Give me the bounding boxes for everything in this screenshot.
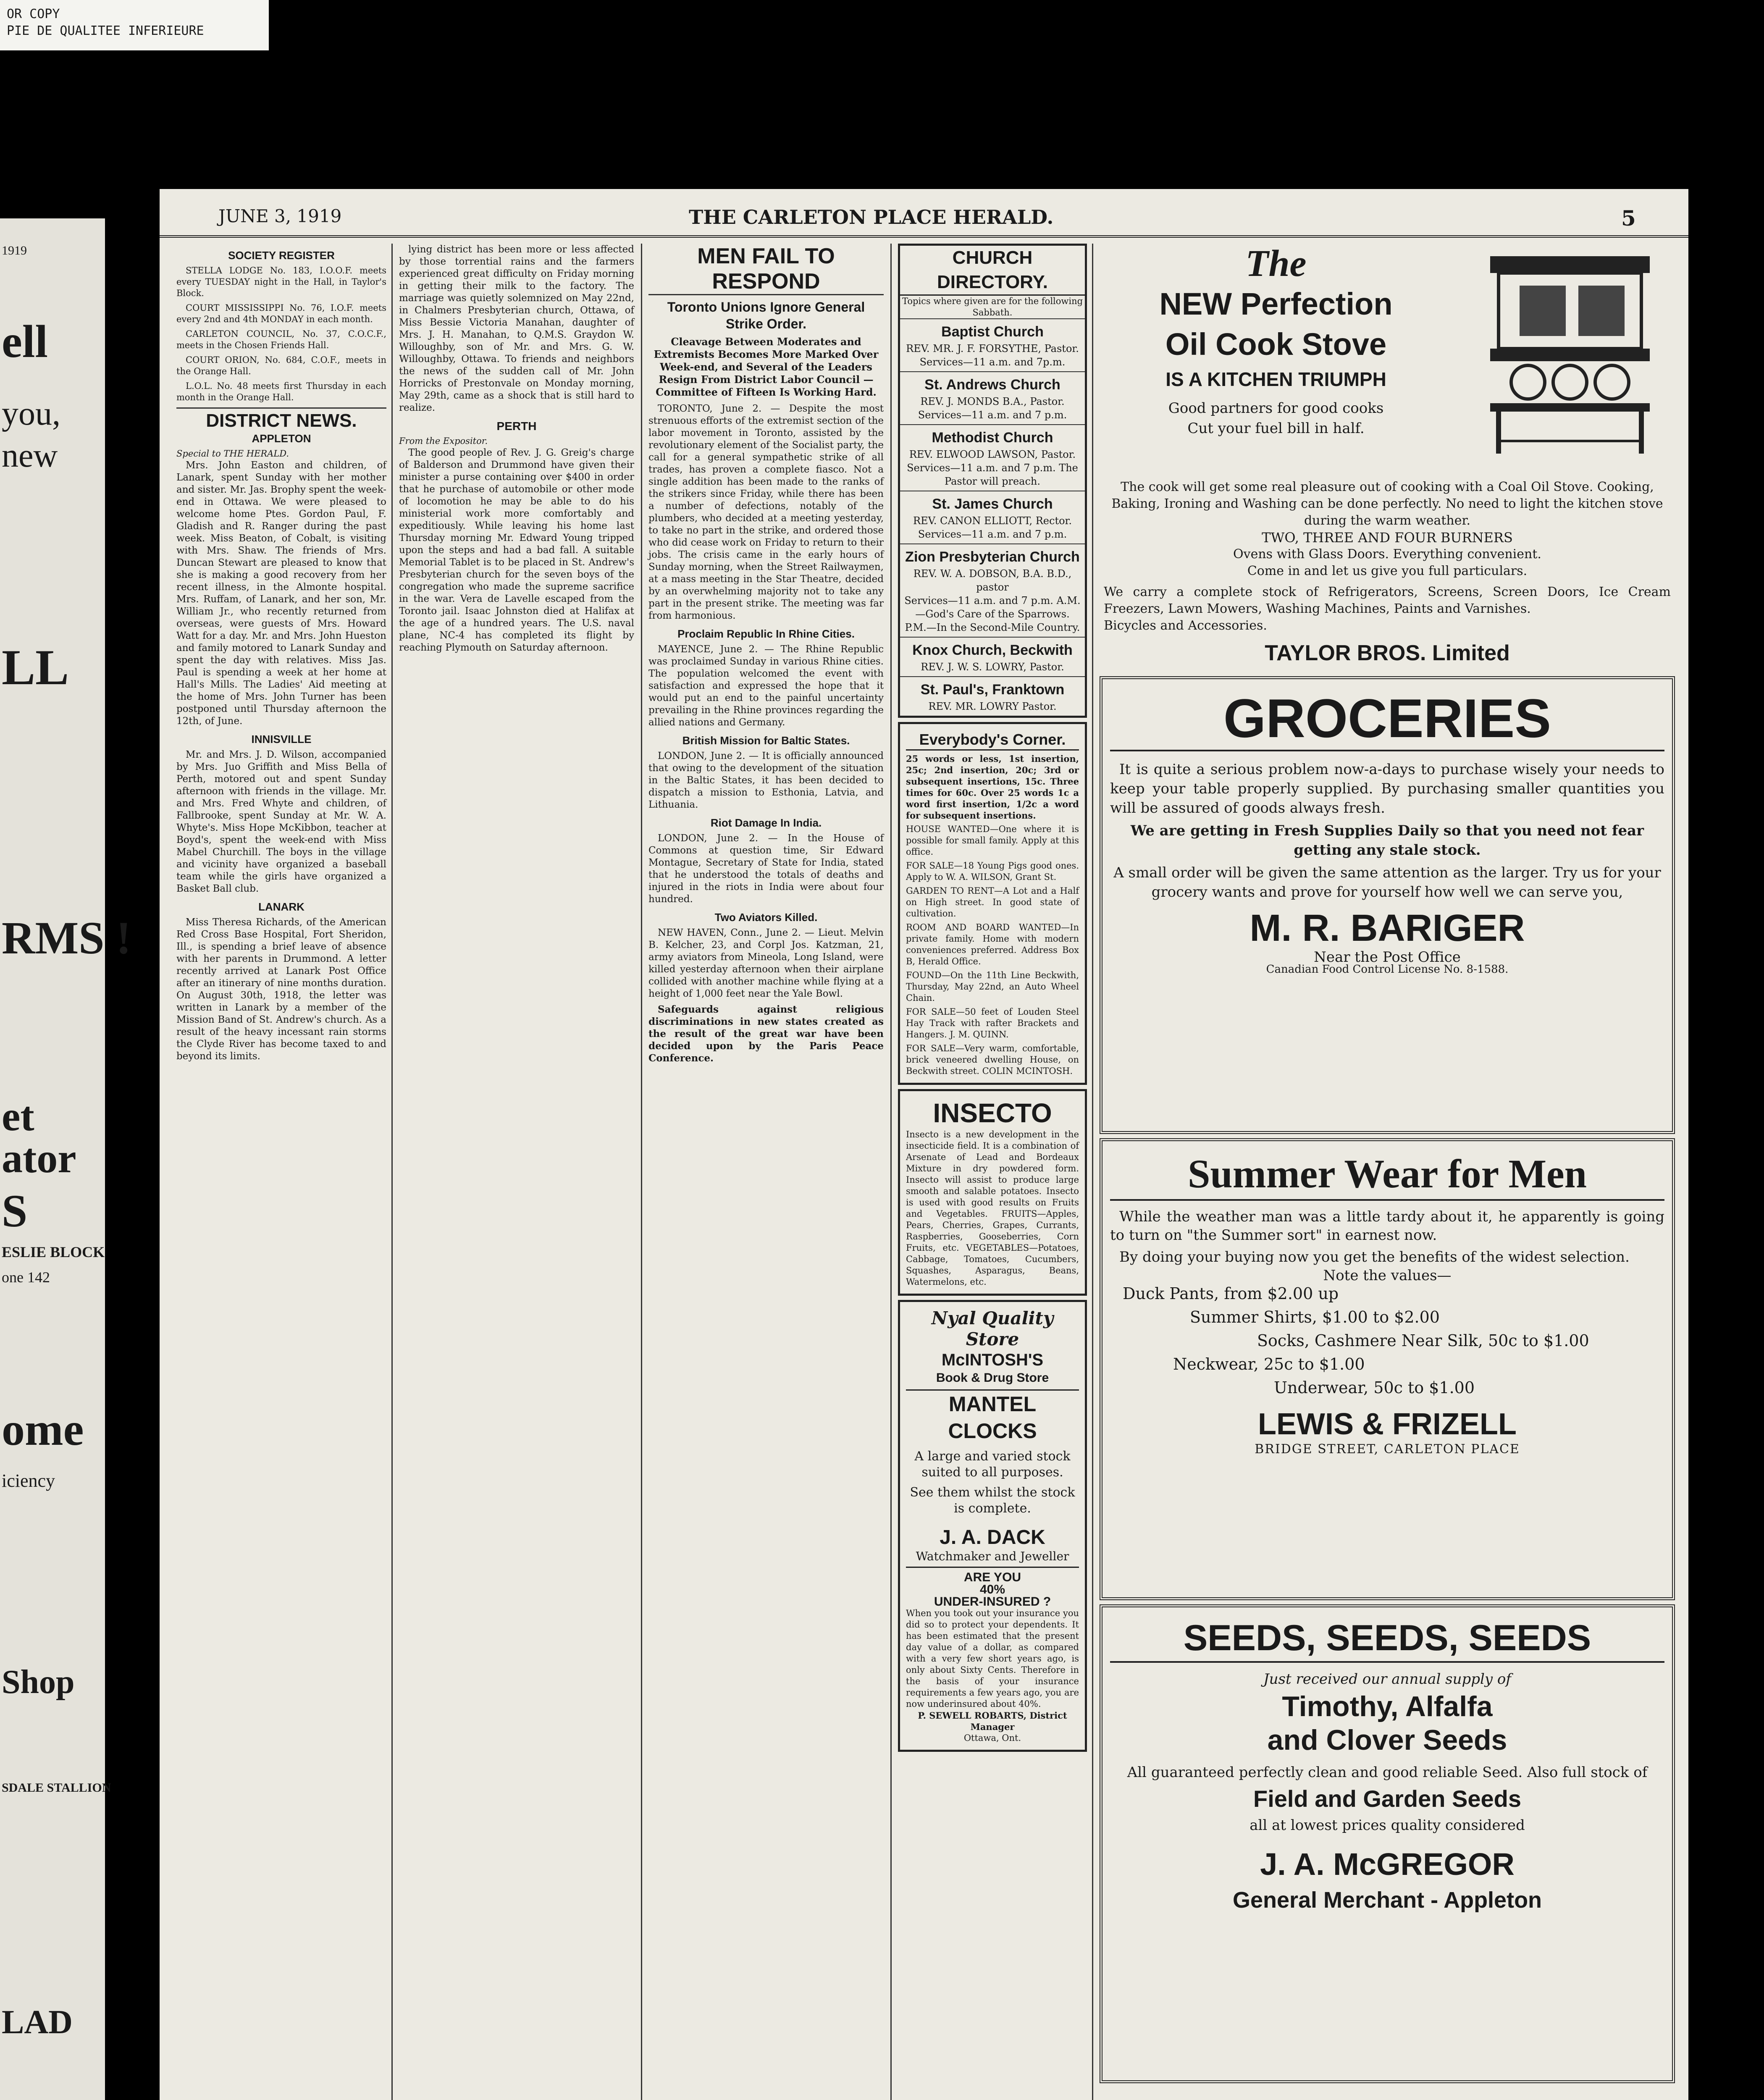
classifieds-title: Everybody's Corner. (906, 730, 1079, 751)
classified-ad: FOR SALE—18 Young Pigs good ones. Apply to W. A. WILSON, Grant St. (906, 861, 1079, 882)
church-services: Services—11 a.m. and 7p.m. (919, 356, 1066, 368)
baltic-story: LONDON, June 2. — It is officially announced that owing to the development of the situation in the Baltic States, it has been decided to dispatch a mission to Esthonia, Latvia, and Lithuania. (648, 751, 884, 810)
society-entry: CARLETON COUNCIL, No. 37, C.O.C.F., meets in the Chosen Friends Hall. (176, 329, 386, 350)
insurance-text: When you took out your insurance you did so to protect your dependents. It has been estimated that the present day value of a dollar, as compared with a very few short years ago, is only about Sixty Cents. Therefore in the basis of your insurance requirements a few years ago, you are now underinsured about 40%. (906, 1608, 1079, 1709)
strike-story: TORONTO, June 2. — Despite the most strenuous efforts of the extremist section of the labor movement in Toronto, assisted by the revolutionary element of the Socialist party, the call for a general sympathetic strike of all trades, has proven a complete fiasco. Not a single addition has been made to the ranks of the strikers since Friday, while there has been a number of defections, notably of the plumbers, who decided at a meeting yesterday, to take no part in the strike, and ordered those who did cease work on Friday to return to their jobs. The crisis came in the early hours of Sunday morning, when the Street Railwaymen, at a mass meeting in the Star Theatre, decided by an overwhelming majority not to take any part in the present strike. The meeting was far from harmonious. (648, 403, 884, 621)
insecto-text: Insecto is a new development in the insecticide field. It is a combination of Arsenate of Lead and Bordeaux Mixture in dry powdered form. Insecto will assist to produce large smooth and salable potatoes. Insecto is used with good results on Fruits and Vegetables. FRUITS—Apples, Pears, Cherries, Grapes, Currants, Raspberries, Gooseberries, Corn Fruits, etc. VEGETABLES—Potatoes, Cabbage, Tomatoes, Cucumbers, Squashes, Asparagus, Beans, Watermelons, etc. (906, 1129, 1079, 1287)
appleton-heading: APPLETON (252, 432, 311, 445)
classified-rates: 25 words or less, 1st insertion, 25c; 2nd insertion, 20c; 3rd or subsequent insertions, 15c. Three times for 60c. Over 25 words 1c a word first insertion, 1/2c a word for subsequent insertions. (906, 753, 1079, 821)
insurance-city: Ottawa, Ont. (963, 1733, 1021, 1743)
church-name: Baptist Church (941, 324, 1044, 340)
groceries-text: It is quite a serious problem now-a-days to purchase wisely your needs to keep your table properly supplied. By purchasing smaller quantities you will be assured of goods always fresh. (1110, 761, 1664, 816)
church-entry (900, 491, 1085, 544)
fragment-word: LAD (2, 2004, 73, 2041)
church-entry (900, 638, 1085, 677)
church-name: Methodist Church (932, 430, 1053, 446)
church-pastor: REV. W. A. DOBSON, B.A. B.D., pastor (913, 568, 1072, 593)
lanark-heading: LANARK (258, 900, 304, 913)
issue-date: JUNE 3, 1919 (218, 206, 342, 226)
dack-name: J. A. DACK (940, 1526, 1045, 1549)
stove-stock: We carry a complete stock of Refrigerators, Screens, Screen Doors, Ice Cream Freezers, Lawn Mowers, Washing Machines, Paints and Varnishes. (1104, 585, 1671, 616)
price-item: Summer Shirts, $1.00 to $2.00 (1190, 1308, 1440, 1326)
summer-wear-ad (1100, 1138, 1675, 1600)
column-rule (1092, 244, 1093, 2100)
perfection-stove-ad (1100, 244, 1675, 672)
church-name: St. Andrews Church (924, 377, 1060, 393)
insurance-percent: 40% (979, 1583, 1005, 1596)
classified-ad: ROOM AND BOARD WANTED—In private family. Home with modern conveniences preferred. Address Box B, Herald Office. (906, 922, 1079, 966)
summer-values-label: Note the values— (1323, 1267, 1452, 1284)
fragment-word: et (2, 1093, 34, 1139)
rhine-headline: Proclaim Republic In Rhine Cities. (677, 627, 855, 640)
seeds-ad (1100, 1604, 1675, 2083)
stamp-line-2: PIE DE QUALITEE INFERIEURE (7, 24, 204, 38)
stove-the: The (1245, 243, 1307, 284)
column-rule (391, 244, 393, 2100)
society-entry: COURT ORION, No. 684, C.O.F., meets in the Orange Hall. (176, 355, 386, 376)
seeds-title: SEEDS, SEEDS, SEEDS (1110, 1615, 1664, 1663)
mcintosh-name: McINTOSH'S (941, 1351, 1044, 1369)
oil-stove-illustration (1473, 248, 1667, 458)
column-strike-news (648, 244, 884, 2100)
stove-title-2: Oil Cook Stove (1165, 327, 1387, 362)
fragment-word: ome (2, 1404, 84, 1455)
lewis-frizell-address: BRIDGE STREET, CARLETON PLACE (1255, 1442, 1520, 1457)
strike-subhead: Toronto Unions Ignore General Strike Order. (667, 299, 865, 331)
church-name: St. James Church (932, 496, 1053, 512)
groceries-ad (1100, 676, 1675, 1134)
seeds-guarantee: All guaranteed perfectly clean and good reliable Seed. Also full stock of (1127, 1764, 1648, 1781)
fragment-word: ESLIE BLOCK (2, 1244, 105, 1260)
mantel-clocks-title: MANTEL CLOCKS (948, 1392, 1037, 1443)
price-item: Duck Pants, from $2.00 up (1123, 1284, 1339, 1303)
stove-ovens: Ovens with Glass Doors. Everything convenient. (1233, 547, 1541, 562)
stove-title: NEW Perfection (1159, 286, 1393, 321)
stove-tagline-2: Cut your fuel bill in half. (1187, 420, 1365, 437)
church-name: Knox Church, Beckwith (912, 642, 1073, 658)
mantel-clocks-text: A large and varied stock suited to all purposes. (914, 1449, 1071, 1480)
society-register-heading: SOCIETY REGISTER (228, 249, 335, 262)
dack-trade: Watchmaker and Jeweller (906, 1550, 1079, 1568)
fragment-word: SDALE STALLION (2, 1781, 111, 1795)
innisville-news: Mr. and Mrs. J. D. Wilson, accompanied by Mrs. Juo Griffith and Miss Bella of Perth, motored out and spent Sunday afternoon with friends in the village. Mr. and Mrs. Fred Whyte and children, of Fallbrooke, spent Sunday at Mr. W. A. Whyte's. Miss Hope McKibbon, teacher at Boyd's, spent the week-end with Miss Mabel Churchill. The boys in the village and vicinity have organized a baseball team while the girls have organized a Basket Ball club. (176, 749, 386, 894)
insurance-signature: P. SEWELL ROBARTS, District Manager (918, 1710, 1067, 1732)
stove-invitation: Come in and let us give you full particulars. (1247, 564, 1528, 578)
bariger-name: M. R. BARIGER (1250, 907, 1525, 949)
column-advertisements (1100, 244, 1675, 2100)
summer-wear-text: While the weather man was a little tardy about it, he apparently is going to turn on "the Summer sort" in earnest now. (1110, 1208, 1664, 1244)
fragment-word: RMS ! (2, 912, 131, 963)
church-entry (900, 544, 1085, 638)
fragment-word: you, (2, 395, 60, 432)
fragment-word: new (2, 437, 58, 474)
price-item: Socks, Cashmere Near Silk, 50c to $1.00 (1257, 1331, 1589, 1350)
church-pastor: REV. CANON ELLIOTT, Rector. (913, 515, 1072, 527)
insurance-question-2: UNDER-INSURED ? (934, 1595, 1051, 1609)
bariger-license: Canadian Food Control License No. 8-1588. (1266, 963, 1509, 976)
innisville-heading: INNISVILLE (251, 733, 312, 746)
groceries-title: GROCERIES (1110, 687, 1664, 751)
insecto-ad (898, 1089, 1087, 1296)
summer-wear-text-2: By doing your buying now you get the benefits of the widest selection. (1119, 1249, 1630, 1265)
mcgregor-trade: General Merchant - Appleton (1232, 1887, 1542, 1913)
church-pastor: REV. MR. LOWRY Pastor. (928, 701, 1057, 712)
appleton-byline: Special to THE HERALD. (176, 449, 289, 459)
everybodys-corner (898, 722, 1087, 1085)
column-district-news (176, 244, 386, 2100)
church-pastor: REV. ELWOOD LAWSON, Pastor. (909, 449, 1076, 460)
church-entry (900, 372, 1085, 425)
field-garden-seeds: Field and Garden Seeds (1253, 1785, 1521, 1812)
fragment-year: 1919 (2, 244, 27, 257)
fragment-word: one 142 (2, 1269, 50, 1286)
church-services: Services—11 a.m. and 7 p.m. (918, 409, 1067, 421)
summer-wear-title: Summer Wear for Men (1110, 1149, 1664, 1201)
perth-byline: From the Expositor. (399, 436, 488, 446)
stove-burners: TWO, THREE AND FOUR BURNERS (1262, 530, 1513, 546)
society-entry: COURT MISSISSIPPI No. 76, I.O.F. meets every 2nd and 4th MONDAY in each month. (176, 303, 386, 324)
seeds-received: Just received our annual supply of (1263, 1671, 1511, 1688)
baltic-headline: British Mission for Baltic States. (682, 734, 850, 747)
seeds-prices: all at lowest prices quality considered (1250, 1817, 1525, 1834)
india-story: LONDON, June 2. — In the House of Commons at question time, Sir Edward Montague, Secretary of State for India, stated that he understood the totals of deaths and injured in the riots in India were about four hundred. (648, 833, 884, 905)
fragment-word: Shop (2, 1664, 75, 1701)
groceries-small-order: A small order will be given the same attention as the larger. Try us for your grocery wants and prove for yourself how well we can serve you, (1113, 864, 1661, 900)
newspaper-page (160, 189, 1688, 2100)
groceries-fresh: We are getting in Fresh Supplies Daily so that you need not fear getting any stale stock. (1130, 822, 1644, 858)
church-entry (900, 677, 1085, 716)
lewis-frizell: LEWIS & FRIZELL (1258, 1407, 1517, 1441)
church-pastor: REV. J. W. S. LOWRY, Pastor. (921, 661, 1064, 673)
column-local-news (399, 244, 634, 2100)
india-headline: Riot Damage In India. (710, 816, 822, 829)
lanark-news: Miss Theresa Richards, of the American Red Cross Base Hospital, Fort Sheridon, Ill., is spending a brief leave of absence with her parents in Drummond. A letter recently arrived at Lanark Post Office after an itinerary of nine months duration. On August 30th, 1918, the letter was written in Lanark by a member of the Mission Band of St. Andrew's church. As a result of the heavy incessant rain storms the Clyde River has become taxed to and beyond its limits. (176, 917, 386, 1062)
church-entry (900, 319, 1085, 372)
page-number: 5 (1621, 206, 1636, 231)
masthead (160, 189, 1688, 238)
church-services: Services—11 a.m. and 7 p.m. A.M.—God's Care of the Sparrows. P.M.—In the Second-Mile Country. (904, 595, 1081, 633)
mcintosh-ad (898, 1300, 1087, 1752)
peace-conference-note: Safeguards against religious discriminations in new states created as the result of the great war have been decided upon by the Paris Peace Conference. (648, 1004, 884, 1064)
seeds-kinds-2: and Clover Seeds (1267, 1724, 1507, 1756)
perth-heading: PERTH (496, 420, 537, 433)
classified-ad: FOR SALE—50 feet of Louden Steel Hay Track with rafter Brackets and Hangers. J. M. QUINN. (906, 1007, 1079, 1040)
stove-icon (1473, 248, 1667, 458)
church-name: Zion Presbyterian Church (905, 549, 1080, 565)
price-item: Underwear, 50c to $1.00 (1274, 1378, 1475, 1397)
strike-headline: MEN FAIL TO RESPOND (648, 244, 884, 295)
classified-ad: FOUND—On the 11th Line Beckwith, Thursday, May 22nd, an Auto Wheel Chain. (906, 970, 1079, 1003)
column-rule (890, 244, 892, 2100)
church-name: St. Paul's, Franktown (920, 682, 1065, 698)
strike-deck: Cleavage Between Moderates and Extremists Becomes More Marked Over Week-end, and Several of the Leaders Resign From District Labor Council — Committee of Fifteen Is Working Hard. (654, 336, 879, 398)
microfiche-quality-stamp (0, 0, 269, 50)
price-item: Neckwear, 25c to $1.00 (1173, 1355, 1365, 1373)
paper-title: THE CARLETON PLACE HERALD. (689, 206, 1054, 228)
taylor-bros: TAYLOR BROS. Limited (1265, 641, 1510, 665)
seeds-kinds: Timothy, Alfalfa (1282, 1690, 1493, 1722)
column-directory (898, 244, 1087, 2100)
rhine-story: MAYENCE, June 2. — The Rhine Republic was proclaimed Sunday in various Rhine cities. The population welcomed the event with satisfaction and expressed the hope that it would put an end to the painful uncertainty prevailing in the Rhine provinces regarding the allied nations and Germany. (648, 644, 884, 728)
society-entry: L.O.L. No. 48 meets first Thursday in each month in the Orange Hall. (176, 381, 386, 402)
perth-news: The good people of Rev. J. G. Greig's charge of Balderson and Drummond have given their minister a purse containing over $400 in order that he purchase of automobile or other mode of locomotion he may be able to do his ministerial work more comfortably and expeditiously. While leaving his home last Thursday morning Mr. Edward Young tripped upon the steps and had a bad fall. A suitable Memorial Tablet is to be placed in St. Andrew's Presbyterian church for the seven boys of the congregation who made the supreme sacrifice in the war. Vera de Lavelle escaped from the Toronto jail. Isaac Johnston died at Halifax at the age of a hundred years. The U.S. naval plane, NC-4 has completed its flight by reaching Plymouth on Saturday afternoon. (399, 447, 634, 653)
local-news-text: lying district has been more or less affected by those torrential rains and the farmers experienced great difficulty on Friday morning in getting their milk to the factory. The marriage was quietly solemnized on May 22nd, in Chalmers Presbyterian church, Ottawa, of Miss Bessie Victoria Manahan, daughter of Mrs. J. H. Manahan, to Q.M.S. Graydon W. Willoughby, son of Mr. and Mrs. G. W. Willoughby, Ottawa. To friends and neighbors the news of the sudden call of Mr. John Horricks of Prestonvale on Monday morning, May 29th, came as a shock that is still hard to realize. (399, 244, 634, 413)
stove-bicycles: Bicycles and Accessories. (1104, 618, 1267, 633)
church-pastor: REV. MR. J. F. FORSYTHE, Pastor. (906, 343, 1079, 354)
adjacent-page-fragment (0, 218, 131, 2100)
appleton-news: Mrs. John Easton and children, of Lanark, spent Sunday with her mother and sister. Mr. Jas. Brophy spent the week-end in Ottawa. We were pleased to welcome home Ptes. Gordon Paul, F. Gladish and R. Ranger during the past week. Miss Beaton, of Cobalt, is visiting with Mrs. Shaw. The friends of Mrs. Duncan Stewart are pleased to know that she is making a good recovery from her recent illness, in the Almonte hospital. Mrs. Ruffam, of Lanark, and her son, Mr. William Jr., who recently returned from overseas, were guests of Mrs. Howard Watt for a day. Mr. and Mrs. John Hueston and family motored to Lanark Sunday and spent the day with relatives. Miss Jas. Paul is spending a week at her home at Hall's Mills. The Ladies' Aid meeting at the home of Mrs. John Turner has been postponed until Thursday afternoon the 12th, of June. (176, 460, 386, 727)
fragment-word: ator (2, 1135, 76, 1181)
bariger-location: Near the Post Office (1314, 949, 1461, 966)
fragment-word: iciency (2, 1470, 55, 1491)
stamp-line-1: OR COPY (7, 7, 60, 21)
society-listing (176, 265, 386, 403)
classified-ad: HOUSE WANTED—One where it is possible for small family. Apply at this office. (906, 824, 1079, 857)
society-entry: STELLA LODGE No. 183, I.O.O.F. meets every TUESDAY night in the Hall, in Taylor's Block. (176, 265, 386, 298)
district-news-heading: DISTRICT NEWS. (206, 410, 357, 431)
column-rule (641, 244, 642, 2100)
church-services: Services—11 a.m. and 7 p.m. (918, 528, 1067, 540)
fragment-word: S (2, 1185, 28, 1236)
stove-description: The cook will get some real pleasure out of cooking with a Coal Oil Stove. Cooking, Baking, Ironing and Washing can be done perfectly. No need to light the kitchen stove during the warm weather. (1111, 480, 1663, 528)
church-pastor: REV. J. MONDS B.A., Pastor. (920, 396, 1065, 407)
church-services: Services—11 a.m. and 7 p.m. The Pastor will preach. (907, 462, 1078, 487)
church-directory-title: CHURCH DIRECTORY. (900, 246, 1085, 296)
mcgregor-name: J. A. McGREGOR (1260, 1847, 1515, 1882)
insurance-question: ARE YOU (963, 1570, 1021, 1584)
insecto-title: INSECTO (933, 1098, 1052, 1128)
mantel-clocks-text: See them whilst the stock is complete. (910, 1485, 1075, 1516)
church-directory (898, 244, 1087, 718)
stove-title-3: IS A KITCHEN TRIUMPH (1166, 368, 1386, 390)
aviators-headline: Two Aviators Killed. (714, 911, 818, 924)
mcintosh-store: Book & Drug Store (906, 1370, 1079, 1391)
church-entry (900, 425, 1085, 491)
church-directory-note: Topics where given are for the following Sabbath. (900, 296, 1085, 319)
fragment-word: ell (2, 316, 48, 367)
nyal-logo: Nyal Quality Store (931, 1308, 1054, 1349)
stove-tagline: Good partners for good cooks (1168, 400, 1384, 417)
fragment-word: LL (2, 639, 69, 695)
classified-ad: GARDEN TO RENT—A Lot and a Half on High street. In good state of cultivation. (906, 886, 1079, 919)
aviators-story: NEW HAVEN, Conn., June 2. — Lieut. Melvin B. Kelcher, 23, and Corpl Jos. Katzman, 21, army aviators from Mineola, Long Island, were killed yesterday afternoon when their airplane collided with another machine while flying at a height of 1,000 feet near the Yale Bowl. (648, 927, 884, 999)
classified-ad: FOR SALE—Very warm, comfortable, brick veneered dwelling House, on Beckwith street. COLIN MCINTOSH. (906, 1043, 1079, 1076)
summer-price-list (1110, 1282, 1664, 1399)
